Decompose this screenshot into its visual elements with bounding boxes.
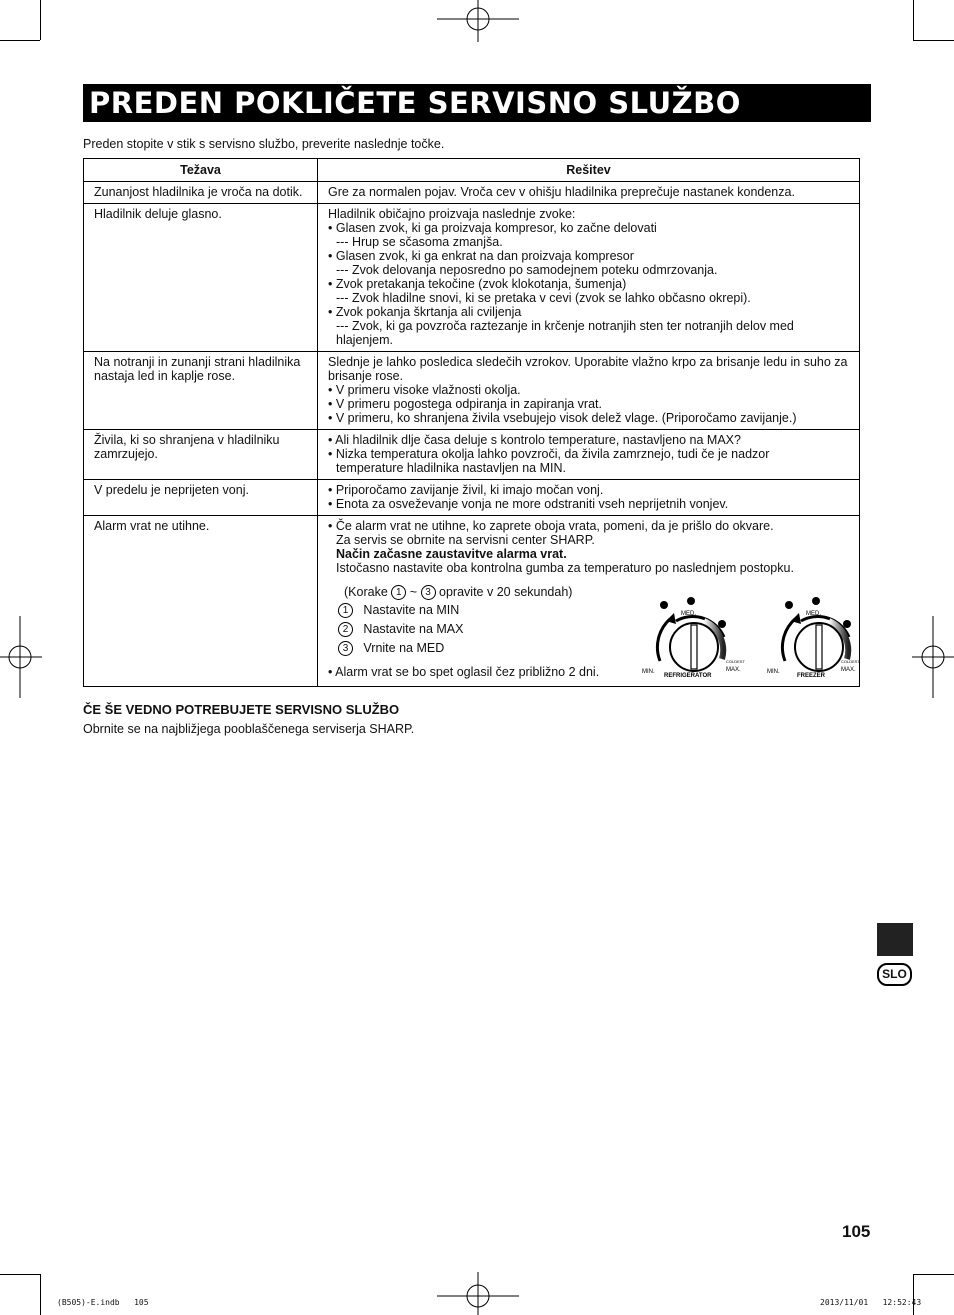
problem-cell: Živila, ki so shranjena v hladilniku zamrzujejo. xyxy=(84,430,318,480)
table-row xyxy=(84,182,860,204)
registration-mark-top xyxy=(437,0,519,42)
step-number xyxy=(718,620,726,628)
crop-mark xyxy=(0,1274,40,1275)
step-number xyxy=(843,620,851,628)
solution-line: • Zvok pokanja škrtanja ali cviljenja xyxy=(328,305,522,319)
crop-mark xyxy=(913,0,914,40)
problem-cell: Na notranji in zunanji strani hladilnika nastaja led in kaplje rose. xyxy=(84,352,318,430)
step-number: 3 xyxy=(421,585,436,600)
table-row xyxy=(84,204,860,352)
intro-text: Preden stopite v stik s servisno službo, preverite naslednje točke. xyxy=(83,137,445,151)
solution-line: • Alarm vrat se bo spet oglasil čez približno 2 dni. xyxy=(328,665,600,679)
table-row xyxy=(84,480,860,516)
crop-mark xyxy=(913,1274,914,1315)
table-row xyxy=(84,430,860,480)
dial-label: REFRIGERATOR xyxy=(664,673,712,677)
step-item: 2 Nastavite na MAX xyxy=(338,622,463,637)
crop-mark xyxy=(0,40,40,41)
step-number: 1 xyxy=(338,603,353,618)
dial-label: FREEZER xyxy=(797,673,826,677)
crop-mark xyxy=(40,0,41,40)
solution-cell xyxy=(318,430,860,480)
solution-line: Istočasno nastavite oba kontrolna gumba za temperaturo po naslednjem postopku. xyxy=(336,561,794,575)
solution-line: --- Zvok, ki ga povzroča raztezanje in krčenje notranjih sten ter notranjih delov med hlajenjem. xyxy=(336,319,794,347)
solution-line: temperature hladilnika nastavljen na MIN. xyxy=(336,461,566,475)
solution-line: --- Zvok delovanja neposredno po samodejnem poteku odmrzovanja. xyxy=(336,263,718,277)
dial-max-label: MAX. xyxy=(841,667,856,673)
solution-cell xyxy=(318,352,860,430)
refrigerator-dial-illustration xyxy=(636,591,746,677)
problem-cell: Zunanjost hladilnika je vroča na dotik. xyxy=(84,182,318,204)
table-row xyxy=(84,516,860,687)
solution-line: • V primeru pogostega odpiranja in zapiranja vrat. xyxy=(328,397,602,411)
dial-min-label: MIN. xyxy=(767,669,780,675)
crop-mark xyxy=(913,1274,954,1275)
header-problem: Težava xyxy=(84,159,318,182)
page-title: PREDEN POKLIČETE SERVISNO SLUŽBO xyxy=(89,86,741,120)
step-number: 1 xyxy=(391,585,406,600)
step-number xyxy=(660,601,668,609)
footer-timestamp: 2013/11/01 12:52:43 xyxy=(820,1298,922,1307)
problem-cell: Alarm vrat ne utihne. xyxy=(84,516,318,687)
solution-cell xyxy=(318,182,860,204)
problem-cell: V predelu je neprijeten vonj. xyxy=(84,480,318,516)
troubleshooting-table xyxy=(83,158,860,687)
step-number xyxy=(687,597,695,605)
solution-line: • V primeru, ko shranjena živila vsebujejo visok delež vlage. (Priporočamo zavijanje.) xyxy=(328,411,797,425)
registration-mark-right xyxy=(912,616,954,698)
solution-line: Za servis se obrnite na servisni center SHARP. xyxy=(336,533,595,547)
alarm-stop-heading: Način začasne zaustavitve alarma vrat. xyxy=(336,547,567,561)
solution-line: • Nizka temperatura okolja lahko povzroči, da živila zamrznejo, tudi če je nadzor xyxy=(328,447,770,461)
solution-cell xyxy=(318,204,860,352)
solution-line: Slednje je lahko posledica sledečih vzrokov. Uporabite vlažno krpo za brisanje ledu in suho za brisanje rose. xyxy=(328,355,848,383)
dial-max-label: MAX. xyxy=(726,667,741,673)
problem-cell: Hladilnik deluje glasno. xyxy=(84,204,318,352)
page-title-bar xyxy=(83,84,871,122)
header-solution: Rešitev xyxy=(318,159,860,182)
solution-line: Gre za normalen pojav. Vroča cev v ohišju hladilnika preprečuje nastanek kondenza. xyxy=(328,185,795,199)
steps-intro: (Korake 1 ~ 3 opravite v 20 sekundah) xyxy=(344,585,573,599)
crop-mark xyxy=(913,40,954,41)
dial-min-label: MIN. xyxy=(642,669,655,675)
dial-med-label: MED. xyxy=(806,611,821,617)
freezer-dial-illustration xyxy=(761,591,861,677)
solution-line: • Ali hladilnik dlje časa deluje s kontrolo temperature, nastavljeno na MAX? xyxy=(328,433,741,447)
crop-mark xyxy=(40,1274,41,1315)
dial-med-label: MED. xyxy=(681,611,696,617)
solution-line: • Glasen zvok, ki ga proizvaja kompresor, ko začne delovati xyxy=(328,221,657,235)
step-item: 3 Vrnite na MED xyxy=(338,641,444,656)
solution-line: --- Zvok hladilne snovi, ki se pretaka v cevi (zvok se lahko občasno okrepi). xyxy=(336,291,751,305)
table-header-row xyxy=(84,159,860,182)
solution-line: • Glasen zvok, ki ga enkrat na dan proizvaja kompresor xyxy=(328,249,634,263)
language-badge: SLO xyxy=(877,963,912,986)
step-number xyxy=(812,597,820,605)
solution-line: --- Hrup se sčasoma zmanjša. xyxy=(336,235,503,249)
registration-mark-bottom xyxy=(437,1272,519,1315)
step-item: 1 Nastavite na MIN xyxy=(338,603,459,618)
language-tab-block xyxy=(877,923,913,956)
dial-coldest-label: COLDEST xyxy=(841,659,860,664)
footer-file-info: (B505)-E.indb 105 xyxy=(57,1298,149,1307)
solution-line: • V primeru visoke vlažnosti okolja. xyxy=(328,383,521,397)
step-number xyxy=(785,601,793,609)
page-number: 105 xyxy=(842,1222,871,1241)
section-heading: ČE ŠE VEDNO POTREBUJETE SERVISNO SLUŽBO xyxy=(83,702,400,717)
table-row xyxy=(84,352,860,430)
step-number: 2 xyxy=(338,622,353,637)
alarm-solution xyxy=(328,519,860,682)
registration-mark-left xyxy=(0,616,42,698)
solution-cell xyxy=(318,516,860,687)
step-number: 3 xyxy=(338,641,353,656)
section-body: Obrnite se na najbližjega pooblaščenega serviserja SHARP. xyxy=(83,722,415,736)
solution-line: • Priporočamo zavijanje živil, ki imajo močan vonj. xyxy=(328,483,604,497)
dial-coldest-label: COLDEST xyxy=(726,659,745,664)
solution-line: • Enota za osveževanje vonja ne more odstraniti vseh neprijetnih vonjev. xyxy=(328,497,729,511)
solution-line: • Zvok pretakanja tekočine (zvok klokotanja, šumenja) xyxy=(328,277,627,291)
solution-cell xyxy=(318,480,860,516)
solution-line: Hladilnik običajno proizvaja naslednje zvoke: xyxy=(328,207,576,221)
solution-line: • Če alarm vrat ne utihne, ko zaprete oboja vrata, pomeni, da je prišlo do okvare. xyxy=(328,519,774,533)
